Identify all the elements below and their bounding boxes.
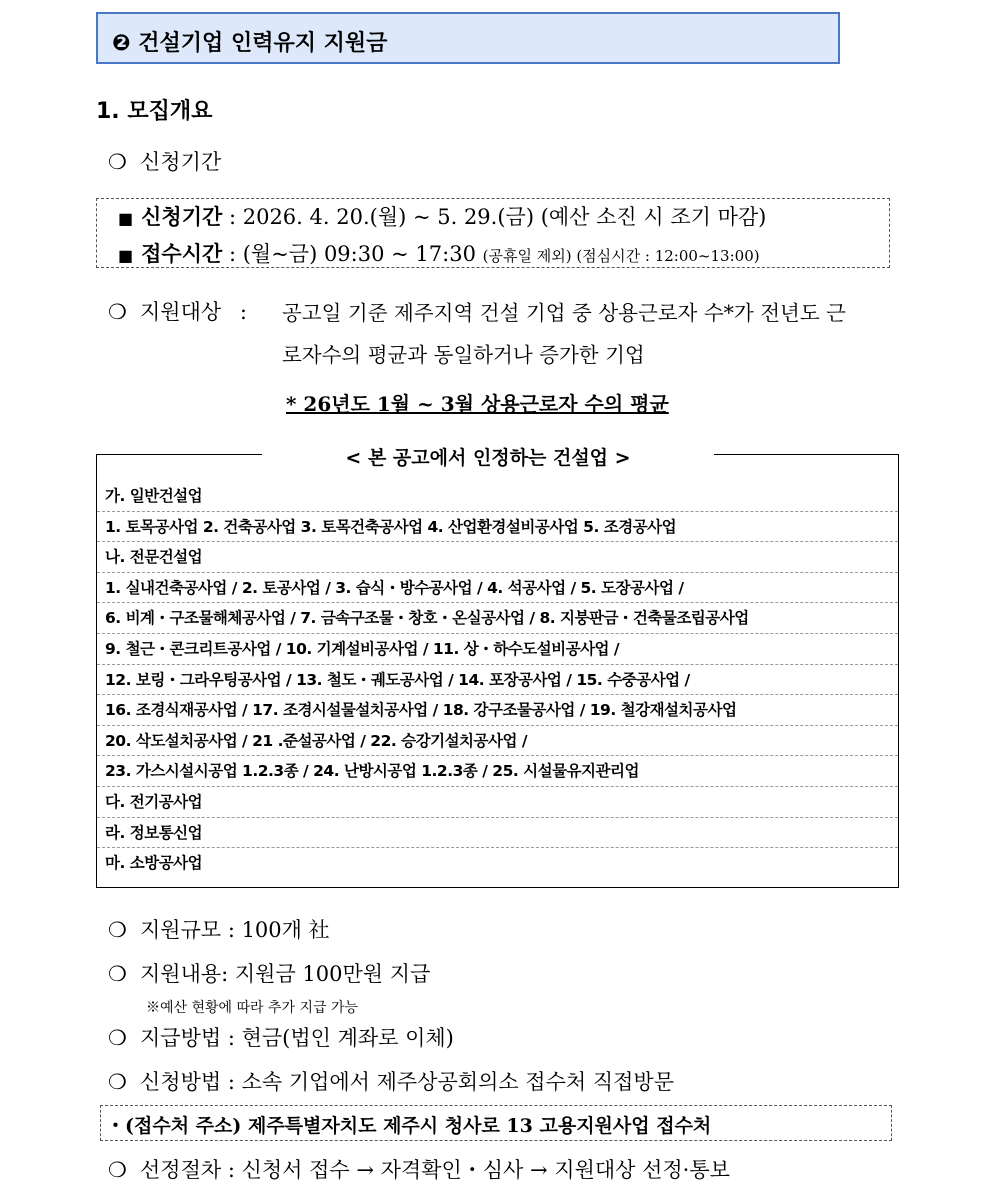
table-row: 1. 실내건축공사업 / 2. 토공사업 / 3. 습식・방수공사업 / 4. 석공사업 / 5. 도장공사업 / [97, 573, 898, 604]
table-row: 마. 소방공사업 [105, 854, 203, 873]
table-title: < 본 공고에서 인정하는 건설업 > [262, 443, 714, 467]
circle-bullet-icon: ❍ [108, 300, 127, 324]
circle-bullet-icon: ❍ [108, 962, 127, 986]
section-heading: 1. 모집개요 [96, 99, 213, 124]
table-row: 1. 토목공사업 2. 건축공사업 3. 토목건축공사업 4. 산업환경설비공사업 5. 조경공사업 [97, 512, 898, 543]
table-row: 나. 전문건설업 [97, 542, 898, 573]
circle-bullet-icon: ❍ [108, 1158, 127, 1182]
period-line-1: ■ 신청기간 : 2026. 4. 20.(월) ~ 5. 29.(금) (예산 소진 시 조기 마감) [118, 204, 767, 229]
period-heading: ❍ 신청기간 [108, 150, 222, 174]
content-item: ❍ 지원내용: 지원금 100만원 지급 [108, 962, 431, 986]
target-line-1: 공고일 기준 제주지역 건설 기업 중 상용근로자 수*가 전년도 근 [282, 301, 846, 325]
section-title: ❷ 건설기업 인력유지 지원금 [112, 31, 388, 56]
selection-item: ❍ 선정절차 : 신청서 접수 → 자격확인・심사 → 지원대상 선정·통보 [108, 1158, 730, 1182]
table-row: 16. 조경식재공사업 / 17. 조경시설물설치공사업 / 18. 강구조물공사업 / 19. 철강재설치공사업 [97, 695, 898, 726]
circle-bullet-icon: ❍ [108, 1026, 127, 1050]
method-item: ❍ 신청방법 : 소속 기업에서 제주상공회의소 접수처 직접방문 [108, 1070, 674, 1094]
section-title-box [96, 12, 840, 64]
square-bullet-icon: ■ [118, 246, 134, 265]
target-label: ❍ 지원대상 : [108, 300, 247, 324]
table-row: 12. 보링・그라우팅공사업 / 13. 철도・궤도공사업 / 14. 포장공사업 / 15. 수중공사업 / [97, 665, 898, 696]
table-row: 다. 전기공사업 [97, 787, 898, 818]
table-row: 가. 일반건설업 [97, 481, 898, 512]
square-bullet-icon: ■ [118, 209, 134, 228]
circle-bullet-icon: ❍ [108, 150, 127, 174]
target-footnote: * 26년도 1월 ~ 3월 상용근로자 수의 평균 [286, 392, 669, 416]
content-note: ※예산 현황에 따라 추가 지급 가능 [146, 1000, 359, 1016]
table-row: 6. 비계・구조물해체공사업 / 7. 금속구조물・창호・온실공사업 / 8. 지붕판금・건축물조립공사업 [97, 603, 898, 634]
circle-bullet-icon: ❍ [108, 1070, 127, 1094]
table-row: 9. 철근・콘크리트공사업 / 10. 기계설비공사업 / 11. 상・하수도설비공사업 / [97, 634, 898, 665]
scale-item: ❍ 지원규모 : 100개 社 [108, 918, 330, 942]
payment-item: ❍ 지급방법 : 현금(법인 계좌로 이체) [108, 1026, 454, 1050]
target-line-2: 로자수의 평균과 동일하거나 증가한 기업 [282, 343, 645, 367]
table-row: 라. 정보통신업 [97, 818, 898, 849]
table-row: 23. 가스시설시공업 1.2.3종 / 24. 난방시공업 1.2.3종 / 25. 시설물유지관리업 [97, 756, 898, 787]
industry-table [96, 454, 899, 888]
period-line-2: ■ 접수시간 : (월~금) 09:30 ~ 17:30 (공휴일 제외) (점심시간 : 12:00~13:00) [118, 241, 760, 266]
table-row: 20. 삭도설치공사업 / 21 .준설공사업 / 22. 승강기설치공사업 / [97, 726, 898, 757]
address-text: ・(접수처 주소) 제주특별자치도 제주시 청사로 13 고용지원사업 접수처 [106, 1115, 712, 1137]
circle-bullet-icon: ❍ [108, 918, 127, 942]
